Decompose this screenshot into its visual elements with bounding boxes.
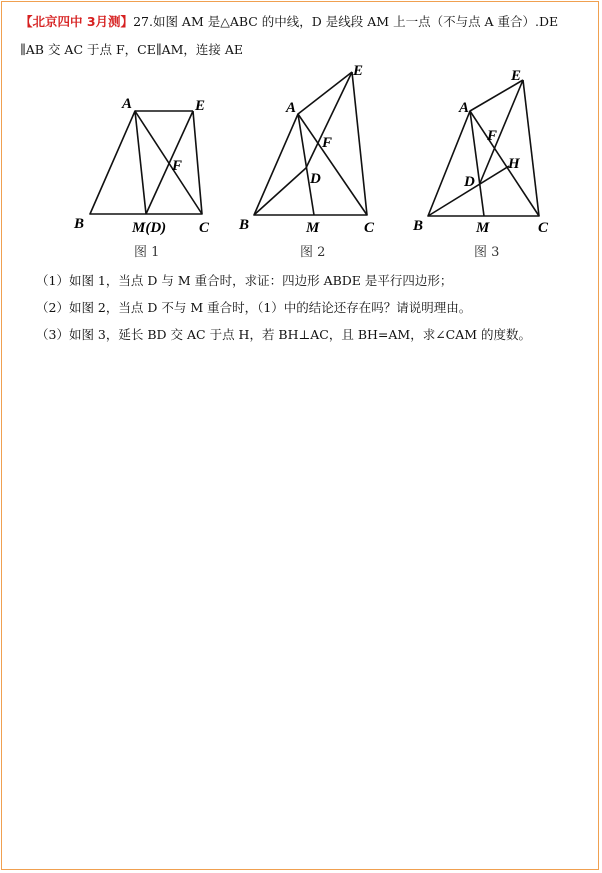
question-3: （3）如图 3，延长 BD 交 AC 于点 H，若 BH⊥AC，且 BH=AM，求∠CAM 的度数。 bbox=[36, 327, 532, 342]
fig1-caption: 图 1 bbox=[134, 245, 160, 260]
fig2-label-f: F bbox=[322, 135, 333, 151]
fig3-label-f: F bbox=[487, 128, 498, 144]
fig1-label-b: B bbox=[74, 216, 85, 232]
fig2-caption: 图 2 bbox=[300, 245, 326, 260]
document-page bbox=[1, 1, 599, 870]
fig2-label-d: D bbox=[310, 171, 321, 187]
figure-2-lines bbox=[254, 72, 367, 215]
figures bbox=[62, 60, 562, 265]
geometry-figures bbox=[62, 60, 562, 265]
problem-statement bbox=[20, 8, 586, 64]
figure-3-lines bbox=[428, 80, 539, 216]
problem-line-2: ∥AB 交 AC 于点 F，CE∥AM，连接 AE bbox=[20, 42, 244, 57]
fig1-label-a: A bbox=[122, 96, 133, 112]
fig3-caption: 图 3 bbox=[474, 245, 500, 260]
figure-1-lines bbox=[90, 111, 202, 214]
fig2-label-m: M bbox=[306, 220, 320, 236]
fig3-label-h: H bbox=[508, 156, 520, 172]
source-tag: 【北京四中 3月测】 bbox=[20, 14, 134, 29]
fig3-label-c: C bbox=[538, 220, 549, 236]
fig1-label-c: C bbox=[199, 220, 210, 236]
problem-line-1: 27.如图 AM 是△ABC 的中线，D 是线段 AM 上一点（不与点 A 重合）.DE bbox=[133, 14, 559, 29]
fig1-label-e: E bbox=[195, 98, 206, 114]
fig2-label-b: B bbox=[239, 217, 250, 233]
fig3-label-d: D bbox=[464, 174, 475, 190]
fig2-label-e: E bbox=[353, 63, 364, 79]
fig2-label-a: A bbox=[286, 100, 297, 116]
question-1: （1）如图 1，当点 D 与 M 重合时，求证：四边形 ABDE 是平行四边形； bbox=[36, 273, 453, 288]
question-2: （2）如图 2，当点 D 不与 M 重合时，（1）中的结论还存在吗？请说明理由。 bbox=[36, 300, 472, 315]
fig3-label-b: B bbox=[413, 218, 424, 234]
fig1-label-md: M(D) bbox=[132, 220, 167, 236]
fig3-label-e: E bbox=[511, 68, 522, 84]
fig3-label-a: A bbox=[459, 100, 470, 116]
fig2-label-c: C bbox=[364, 220, 375, 236]
fig3-label-m: M bbox=[476, 220, 490, 236]
fig1-label-f: F bbox=[172, 158, 183, 174]
